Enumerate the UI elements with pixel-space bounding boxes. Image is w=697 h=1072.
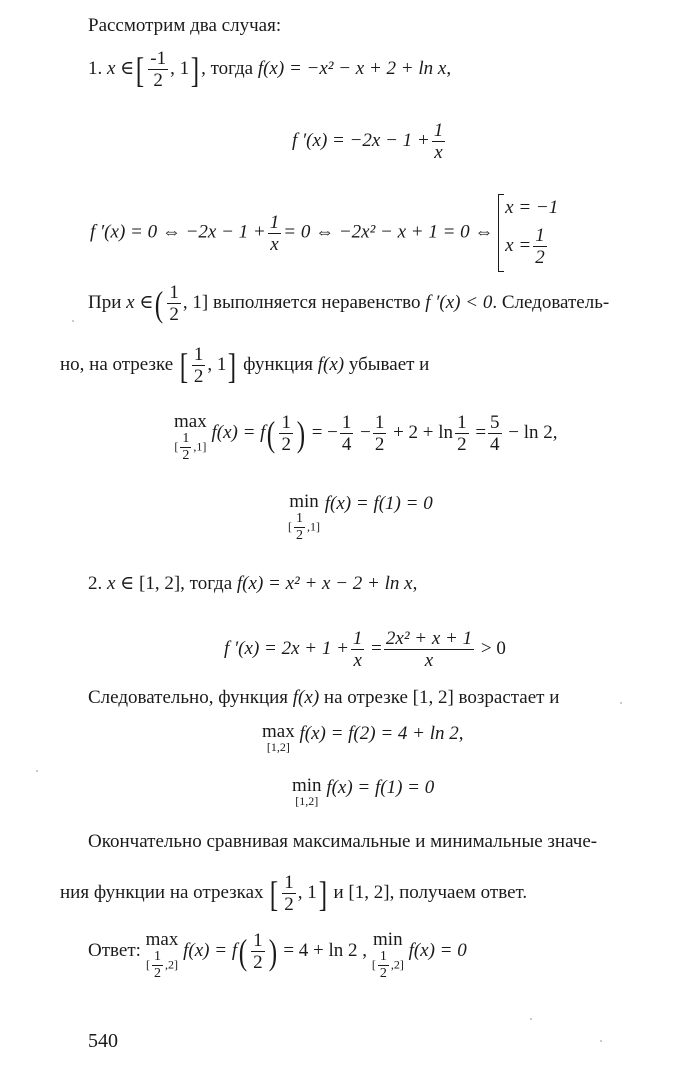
scan-speck — [36, 770, 38, 772]
fraction-half: $\frac{1}{2}$ — [281, 412, 291, 455]
case1-line — [88, 48, 451, 91]
case1-then: , тогда — [201, 57, 254, 79]
p1-c: . Следователь- — [492, 291, 610, 313]
max1-minus: − — [360, 421, 371, 443]
right-bracket: ] — [190, 49, 200, 90]
intro-text: Рассмотрим два случая: — [88, 15, 282, 36]
p2-b: функция — [243, 353, 313, 375]
paragraph-3 — [88, 686, 559, 710]
left-bracket: [ — [136, 49, 145, 90]
fraction-half: $\frac{1}{2}$ — [253, 930, 263, 973]
max1-lhs: f(x) = f — [211, 421, 266, 443]
min2-line — [292, 776, 434, 807]
case2-comma: , — [412, 573, 418, 594]
fraction-five-quarters: $\frac{5}{4}$ — [490, 412, 500, 455]
max1-eq: = − — [311, 421, 338, 443]
p3-fx: f(x) — [292, 687, 320, 708]
right-bracket: ] — [228, 345, 237, 386]
p2-fx: f(x) — [317, 353, 345, 375]
min1-expression: f(x) = f(1) = 0 — [324, 493, 433, 514]
answer-line — [88, 930, 467, 982]
fraction-half: $\frac{1}{2}$ — [457, 412, 467, 455]
min1-operator: min [ $\frac{1}{2}$ ,1] — [288, 491, 320, 543]
p2-c: убывает и — [348, 353, 430, 375]
fraction-half: $\frac{1}{2}$ — [374, 412, 385, 455]
answer-max-rhs: = 4 + ln 2 , — [283, 939, 368, 961]
fp2-eq: = — [371, 637, 382, 659]
p3-a: Следовательно, функция — [88, 687, 289, 708]
x-in-symbol: x ∈ — [107, 573, 135, 594]
scan-speck — [600, 1040, 602, 1042]
fraction-quarter: $\frac{1}{4}$ — [341, 412, 352, 455]
max1-line — [174, 412, 558, 464]
fraction-half: $\frac{1}{2}$ — [284, 872, 294, 915]
interval-end: , 1 — [207, 353, 227, 375]
interval-end: , 1 — [182, 291, 202, 313]
fraction-one-over-x-2: $\frac{1}{x}$ — [269, 211, 280, 255]
case2-line — [88, 572, 417, 596]
max1-plus-ln: + 2 + ln — [393, 421, 454, 443]
x-in-symbol: x ∈ — [107, 57, 135, 79]
paragraph-4: Окончательно сравнивая максимальные и минимальные значе- — [88, 831, 598, 852]
fp2-gt0: > 0 — [480, 637, 506, 659]
page-number: 540 — [88, 1030, 118, 1052]
p2-a: но, на отрезке — [60, 353, 174, 375]
fraction-fp2: $\frac{\text{2x² + x + 1}}{x}$ — [385, 628, 473, 671]
fraction-half: $\frac{1}{2}$ — [169, 282, 179, 325]
max1-eq2: = — [475, 421, 487, 443]
answer-max-operator: max [ $\frac{1}{2}$ ,2] — [145, 929, 179, 981]
left-paren: ( — [267, 413, 276, 454]
f1-definition: f(x) = −x² − x + 2 + ln x — [257, 57, 447, 79]
p1-b: выполняется неравенство — [212, 291, 421, 313]
paragraph-1: При x ∈( $\frac{1}{2}$ , 1] выполняется неравенство f ′(x) < 0. Следователь- — [88, 282, 610, 325]
max1-operator: max [ $\frac{1}{2}$ ,1] — [174, 411, 207, 463]
left-bracket: [ — [179, 345, 189, 386]
fraction-one-over-x: $\frac{1}{x}$ — [352, 628, 363, 671]
max2-operator: max [1,2] — [262, 721, 295, 754]
derivative1-line — [292, 120, 447, 163]
interval-end: , 1 — [170, 57, 190, 79]
fraction-neg-half: $\frac{-1}{2}$ — [150, 48, 167, 91]
p5-a: ния функции на отрезках — [60, 881, 264, 903]
inequality: f ′(x) < 0 — [425, 291, 493, 313]
roots-system — [498, 194, 558, 272]
answer-max-lhs: f(x) = f — [183, 939, 238, 961]
fp-symbol: f ′(x) — [292, 129, 328, 151]
max1-comma: , — [552, 421, 558, 443]
case2-interval: [1, 2] — [139, 573, 181, 594]
equivalence-chain: = 0 ⇔ −2x² − x + 1 = 0 ⇔ — [283, 221, 494, 243]
case1-comma: , — [446, 57, 452, 79]
fp2-lhs: f ′(x) = 2x + 1 + — [224, 637, 349, 659]
answer-min-operator: min [ $\frac{1}{2}$ ,2] — [371, 929, 404, 981]
paragraph-5 — [60, 872, 527, 915]
root-1: x = −1 — [505, 197, 559, 218]
answer-min-expression: f(x) = 0 — [408, 939, 467, 961]
left-bracket: [ — [270, 873, 279, 914]
fp-rhs: = −2x − 1 + — [332, 129, 430, 151]
right-bracket: ] — [318, 873, 327, 914]
critical-point-line — [90, 194, 558, 272]
paragraph-2 — [60, 344, 429, 387]
answer-label: Ответ: — [88, 939, 141, 961]
scan-speck — [72, 320, 74, 322]
max2-expression: f(x) = f(2) = 4 + ln 2 — [299, 723, 459, 744]
fraction-one-over-x: $\frac{1}{x}$ — [433, 120, 444, 163]
x-in-symbol: x ∈ — [126, 291, 154, 313]
min2-expression: f(x) = f(1) = 0 — [326, 777, 435, 798]
derivative2-line — [224, 628, 506, 671]
interval-end: , 1 — [297, 881, 317, 903]
max1-minus-ln2: − ln 2 — [508, 421, 553, 443]
fp-zero-eq: f ′(x) = 0 ⇔ −2x − 1 + — [90, 221, 266, 243]
p5-b: и [1, 2], получаем ответ. — [333, 881, 528, 903]
left-paren: ( — [155, 283, 164, 324]
root-2: x = $\frac{1}{2}$ — [505, 225, 545, 268]
p3-b: на отрезке [1, 2] возрастает и — [323, 687, 560, 708]
right-paren: ) — [268, 931, 277, 972]
min1-line — [288, 492, 433, 544]
case1-number: 1. — [88, 57, 103, 79]
min2-operator: min [1,2] — [292, 775, 322, 808]
p1-a: При — [88, 291, 122, 313]
case2-number: 2. — [88, 573, 103, 594]
max2-line — [262, 722, 464, 753]
left-paren: ( — [238, 931, 248, 972]
fraction-half: $\frac{1}{2}$ — [193, 344, 204, 387]
case2-then: , тогда — [180, 573, 233, 594]
right-paren: ) — [296, 413, 306, 454]
f2-definition: f(x) = x² + x − 2 + ln x — [236, 573, 413, 594]
max2-comma: , — [458, 723, 464, 744]
scan-speck — [620, 702, 622, 704]
scan-speck — [530, 1018, 532, 1020]
